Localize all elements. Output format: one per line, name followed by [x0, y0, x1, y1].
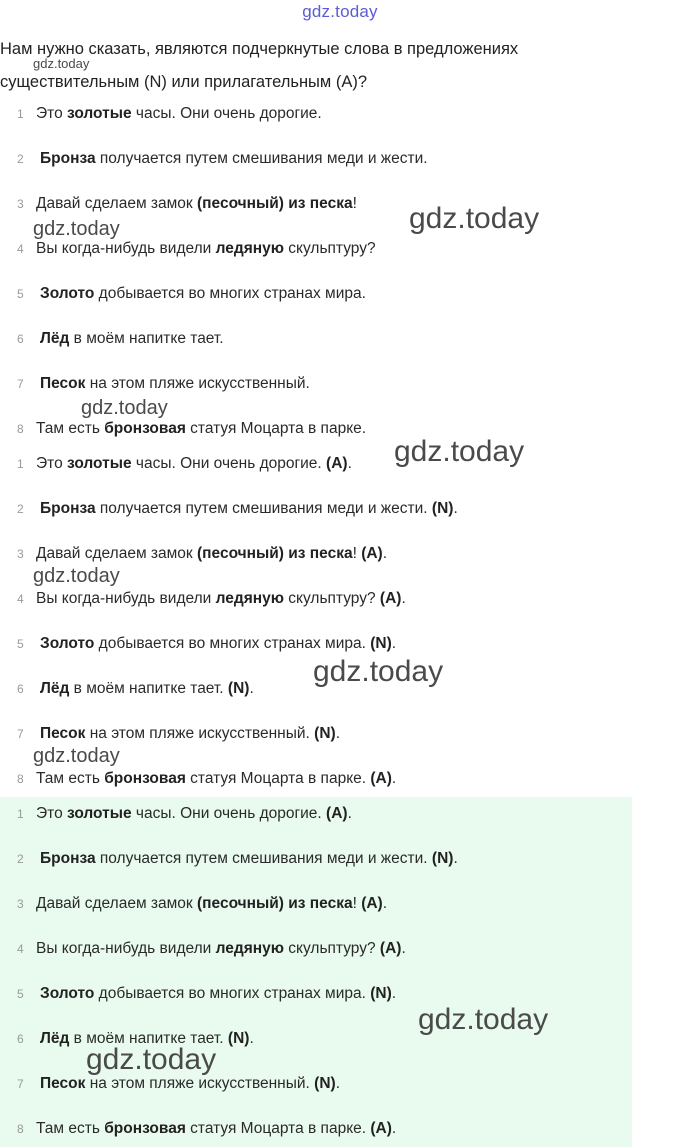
plain-text: часы. Они очень дорогие.	[131, 805, 327, 822]
highlighted-word: (A)	[379, 940, 402, 957]
plain-text: .	[335, 725, 340, 742]
highlighted-word: ледяную	[215, 940, 284, 957]
highlighted-word: Золото	[40, 635, 95, 652]
sentence-text	[36, 544, 387, 564]
sentence-text	[40, 1074, 340, 1094]
watermark: gdz.today	[313, 655, 444, 688]
plain-text: !	[352, 895, 362, 912]
sentence-number: 7	[17, 1077, 24, 1091]
highlighted-word: (N)	[431, 850, 454, 867]
plain-text: .	[453, 850, 458, 867]
sentence-number: 4	[17, 592, 24, 606]
plain-text: Вы когда-нибудь видели	[36, 240, 216, 257]
highlighted-word: Песок	[40, 725, 86, 742]
sentence-text	[40, 149, 428, 169]
watermark: gdz.today	[394, 435, 525, 468]
sentence-number: 8	[17, 1122, 24, 1136]
sentence-number: 2	[17, 852, 24, 866]
sentence-number: 2	[17, 502, 24, 516]
highlighted-word: Лёд	[40, 330, 70, 347]
sentence-number: 5	[17, 287, 24, 301]
watermark: gdz.today	[418, 1003, 549, 1036]
question-text: Нам нужно сказать, являются подчеркнутые слова в предложениях существительным (N) или прилагательным (A)?	[0, 40, 519, 91]
plain-text: на этом пляже искусственный.	[85, 725, 315, 742]
plain-text: на этом пляже искусственный.	[85, 1075, 315, 1092]
sentence-text	[36, 894, 387, 914]
sentence-text	[36, 454, 352, 474]
plain-text: на этом пляже искусственный.	[85, 375, 310, 392]
highlighted-word: Золото	[40, 285, 95, 302]
sentence-number: 8	[17, 422, 24, 436]
plain-text: добывается во многих странах мира.	[94, 285, 366, 302]
sentence-text	[36, 194, 357, 214]
sentence-number: 2	[17, 152, 24, 166]
sentence-number: 6	[17, 332, 24, 346]
plain-text: Там есть	[36, 420, 105, 437]
plain-text: статуя Моцарта в парке.	[185, 420, 367, 437]
plain-text: получается путем смешивания меди и жести.	[95, 150, 428, 167]
watermark: gdz.today	[33, 218, 120, 240]
watermark: gdz.today	[33, 565, 120, 587]
sentence-text	[36, 1119, 396, 1139]
highlighted-word: (N)	[314, 725, 336, 742]
plain-text: в моём напитке тает.	[69, 330, 224, 347]
plain-text: .	[382, 895, 388, 912]
plain-text: Давай сделаем замок	[36, 545, 198, 562]
sentence-number: 5	[17, 637, 24, 651]
plain-text: .	[401, 590, 406, 607]
watermark: gdz.today	[409, 202, 540, 235]
highlighted-word: золотые	[67, 105, 132, 122]
highlighted-word: бронзовая	[104, 1120, 186, 1137]
plain-text: часы. Они очень дорогие.	[131, 105, 322, 122]
sentence-text	[40, 724, 340, 744]
sentence-number: 1	[17, 107, 24, 121]
sentence-text	[40, 374, 310, 394]
highlighted-word: Золото	[40, 985, 95, 1002]
plain-text: в моём напитке тает.	[69, 1030, 228, 1047]
highlighted-word: (N)	[314, 1075, 336, 1092]
sentence-number: 6	[17, 682, 24, 696]
plain-text: Там есть	[36, 770, 105, 787]
highlighted-word: (N)	[370, 635, 392, 652]
highlighted-word: ледяную	[215, 590, 284, 607]
highlighted-word: (песочный) из песка	[197, 545, 353, 562]
plain-text: .	[391, 770, 397, 787]
sentence-number: 3	[17, 197, 24, 211]
watermark: gdz.today	[33, 745, 120, 767]
plain-text: часы. Они очень дорогие.	[131, 455, 327, 472]
sentence-number: 5	[17, 987, 24, 1001]
highlighted-word: Лёд	[40, 680, 70, 697]
header-watermark: gdz.today	[302, 2, 378, 21]
plain-text: добывается во многих странах мира.	[94, 635, 371, 652]
plain-text: .	[391, 985, 397, 1002]
plain-text: скульптуру?	[284, 240, 376, 257]
highlighted-word: Бронза	[40, 500, 96, 517]
highlighted-word: (N)	[431, 500, 454, 517]
highlighted-word: (N)	[227, 1030, 250, 1047]
highlighted-word: Бронза	[40, 150, 96, 167]
plain-text: Вы когда-нибудь видели	[36, 940, 216, 957]
plain-text: скульптуру?	[284, 590, 380, 607]
plain-text: скульптуру?	[284, 940, 380, 957]
highlighted-word: золотые	[67, 805, 132, 822]
sentence-number: 7	[17, 727, 24, 741]
plain-text: добывается во многих странах мира.	[94, 985, 371, 1002]
sentence-text	[36, 589, 406, 609]
answer-list-highlighted	[0, 797, 632, 1147]
highlighted-word: бронзовая	[104, 420, 186, 437]
highlighted-word: (песочный) из песка	[197, 895, 353, 912]
sentence-text	[40, 634, 396, 654]
highlighted-word: Бронза	[40, 850, 96, 867]
plain-text: Это	[36, 805, 67, 822]
watermark: gdz.today	[81, 397, 168, 419]
plain-text: .	[249, 1030, 254, 1047]
highlighted-word: (A)	[361, 895, 383, 912]
plain-text: .	[347, 455, 352, 472]
plain-text: Это	[36, 455, 67, 472]
highlighted-word: Лёд	[40, 1030, 70, 1047]
sentence-number: 3	[17, 897, 24, 911]
sentence-text	[36, 769, 396, 789]
plain-text: .	[391, 635, 397, 652]
highlighted-word: ледяную	[215, 240, 284, 257]
highlighted-word: золотые	[67, 455, 132, 472]
plain-text: .	[391, 1120, 397, 1137]
watermark: gdz.today	[33, 56, 90, 71]
sentence-text	[40, 284, 366, 304]
plain-text: .	[401, 940, 406, 957]
plain-text: статуя Моцарта в парке.	[185, 1120, 371, 1137]
sentence-text	[40, 849, 458, 869]
highlighted-word: (A)	[326, 805, 348, 822]
sentence-text	[36, 239, 376, 259]
plain-text: .	[249, 680, 254, 697]
sentence-number: 4	[17, 242, 24, 256]
sentence-text	[40, 984, 396, 1004]
plain-text: Там есть	[36, 1120, 105, 1137]
highlighted-word: (A)	[370, 1120, 392, 1137]
plain-text: получается путем смешивания меди и жести.	[95, 850, 432, 867]
sentence-number: 3	[17, 547, 24, 561]
plain-text: Это	[36, 105, 67, 122]
highlighted-word: (N)	[227, 680, 250, 697]
plain-text: Вы когда-нибудь видели	[36, 590, 216, 607]
exercise-list	[0, 104, 680, 444]
plain-text: Давай сделаем замок	[36, 195, 198, 212]
highlighted-word: (A)	[370, 770, 392, 787]
sentence-number: 1	[17, 457, 24, 471]
plain-text: получается путем смешивания меди и жести.	[95, 500, 432, 517]
highlighted-word: (N)	[370, 985, 392, 1002]
plain-text: .	[347, 805, 352, 822]
plain-text: Давай сделаем замок	[36, 895, 198, 912]
sentence-text	[40, 679, 254, 699]
highlighted-word: (A)	[326, 455, 348, 472]
sentence-number: 8	[17, 772, 24, 786]
highlighted-word: Песок	[40, 375, 86, 392]
plain-text: .	[382, 545, 388, 562]
highlighted-word: бронзовая	[104, 770, 186, 787]
sentence-number: 4	[17, 942, 24, 956]
sentence-text	[36, 419, 366, 439]
sentence-text	[36, 939, 406, 959]
plain-text: .	[453, 500, 458, 517]
sentence-text	[36, 104, 322, 124]
answer-list	[0, 454, 680, 794]
sentence-text	[40, 499, 458, 519]
highlighted-word: (песочный) из песка	[197, 195, 353, 212]
highlighted-word: (A)	[379, 590, 402, 607]
plain-text: .	[335, 1075, 340, 1092]
plain-text: статуя Моцарта в парке.	[185, 770, 371, 787]
plain-text: !	[352, 545, 362, 562]
highlighted-word: Песок	[40, 1075, 86, 1092]
plain-text: !	[352, 195, 357, 212]
sentence-text	[40, 329, 224, 349]
sentence-number: 7	[17, 377, 24, 391]
plain-text: в моём напитке тает.	[69, 680, 228, 697]
sentence-number: 6	[17, 1032, 24, 1046]
watermark: gdz.today	[86, 1043, 217, 1076]
highlighted-word: (A)	[361, 545, 383, 562]
sentence-number: 1	[17, 807, 24, 821]
sentence-text	[36, 804, 352, 824]
